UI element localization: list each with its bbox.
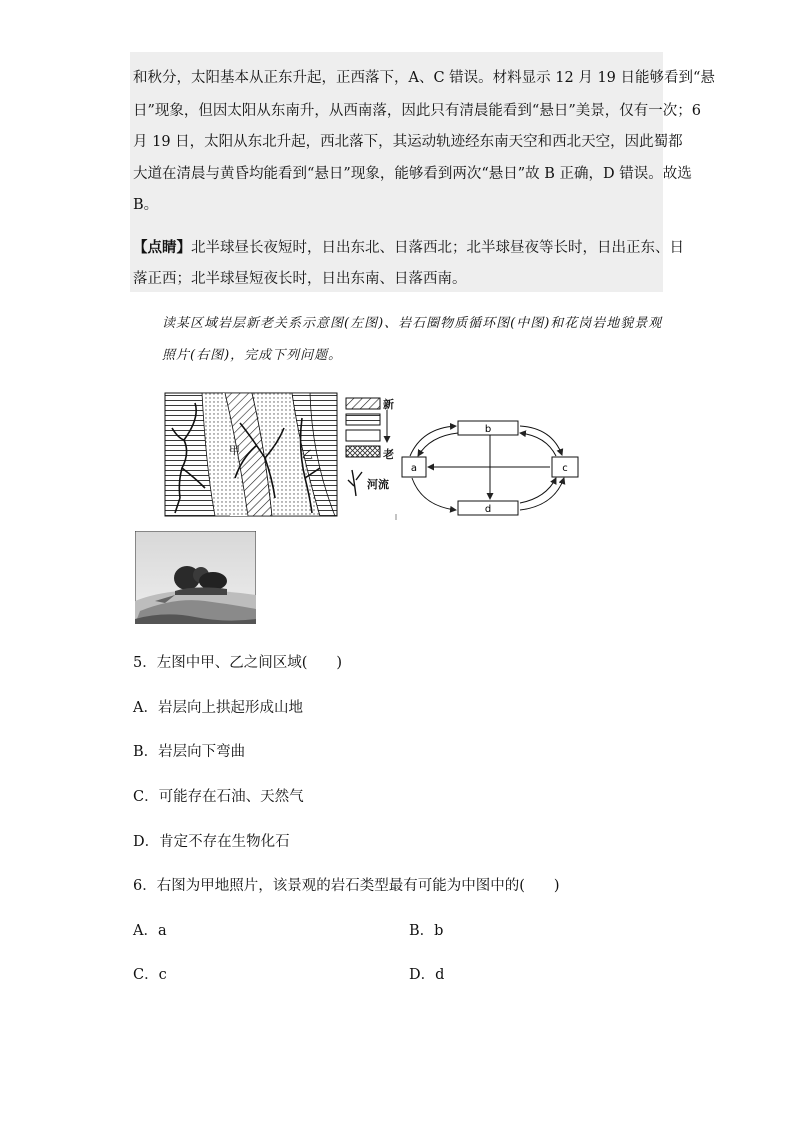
tip-line-1: [133, 236, 684, 257]
question-6-option-c[interactable]: C．c: [133, 967, 167, 983]
river-symbol-icon: [348, 470, 362, 496]
question-6-option-d[interactable]: D．d: [409, 967, 445, 983]
node-d: d: [484, 504, 492, 515]
question-6-option-a[interactable]: A．a: [133, 923, 167, 939]
intro-line-1: 读某区域岩层新老关系示意图(左图)、岩石圈物质循环图(中图)和花岗岩地貌景观: [162, 316, 663, 331]
legend-old: 老: [383, 448, 394, 461]
intro-line-2: 照片(右图)，完成下列问题。: [162, 348, 343, 363]
tip-label: 【点睛】: [133, 239, 191, 256]
map-legend: [346, 397, 394, 496]
explanation-line-3: 月 19 日，太阳从东北升起，西北落下，其运动轨迹经东南天空和西北天空，因此蜀都: [133, 134, 683, 150]
node-b: b: [484, 424, 492, 435]
tip-text-1: 北半球昼长夜短时，日出东北、日落西北；北半球昼夜等长时，日出正东、日: [191, 240, 684, 256]
tip-line-2: 落正西；北半球昼短夜长时，日出东南、日落西南。: [133, 271, 467, 287]
question-5-stem: 5．左图中甲、乙之间区域( ): [133, 655, 343, 671]
explanation-line-2: 日”现象，但因太阳从东南升，从西南落，因此只有清晨能看到“悬日”美景，仅有一次；6: [133, 103, 701, 119]
question-5-option-a[interactable]: A．岩层向上拱起形成山地: [133, 700, 303, 716]
question-6-option-b[interactable]: B．b: [409, 923, 444, 939]
question-5-option-d[interactable]: D．肯定不存在生物化石: [133, 834, 290, 850]
legend-river: 河流: [367, 478, 389, 491]
node-a: a: [410, 463, 418, 474]
label-jia: 甲: [229, 444, 240, 457]
node-c: c: [562, 463, 568, 474]
question-5-option-c[interactable]: C．可能存在石油、天然气: [133, 789, 304, 805]
label-yi: 乙: [302, 448, 313, 461]
question-6-stem: 6．右图为甲地照片，该景观的岩石类型最有可能为中图中的( ): [133, 878, 560, 894]
explanation-line-4: 大道在清晨与黄昏均能看到“悬日”现象，能够看到两次“悬日”故 B 正确，D 错误。故选: [133, 166, 692, 182]
explanation-line-5: B。: [133, 197, 159, 213]
legend-new: 新: [383, 398, 394, 411]
rock-layer-map: [165, 393, 337, 516]
figure-diagrams: [160, 388, 590, 523]
explanation-line-1: 和秋分，太阳基本从正东升起，正西落下，A、C 错误。材料显示 12 月 19 日能够看到“悬: [133, 70, 715, 86]
rock-cycle-diagram: [402, 421, 578, 515]
question-5-option-b[interactable]: B．岩层向下弯曲: [133, 744, 246, 760]
granite-photo: [135, 531, 256, 624]
